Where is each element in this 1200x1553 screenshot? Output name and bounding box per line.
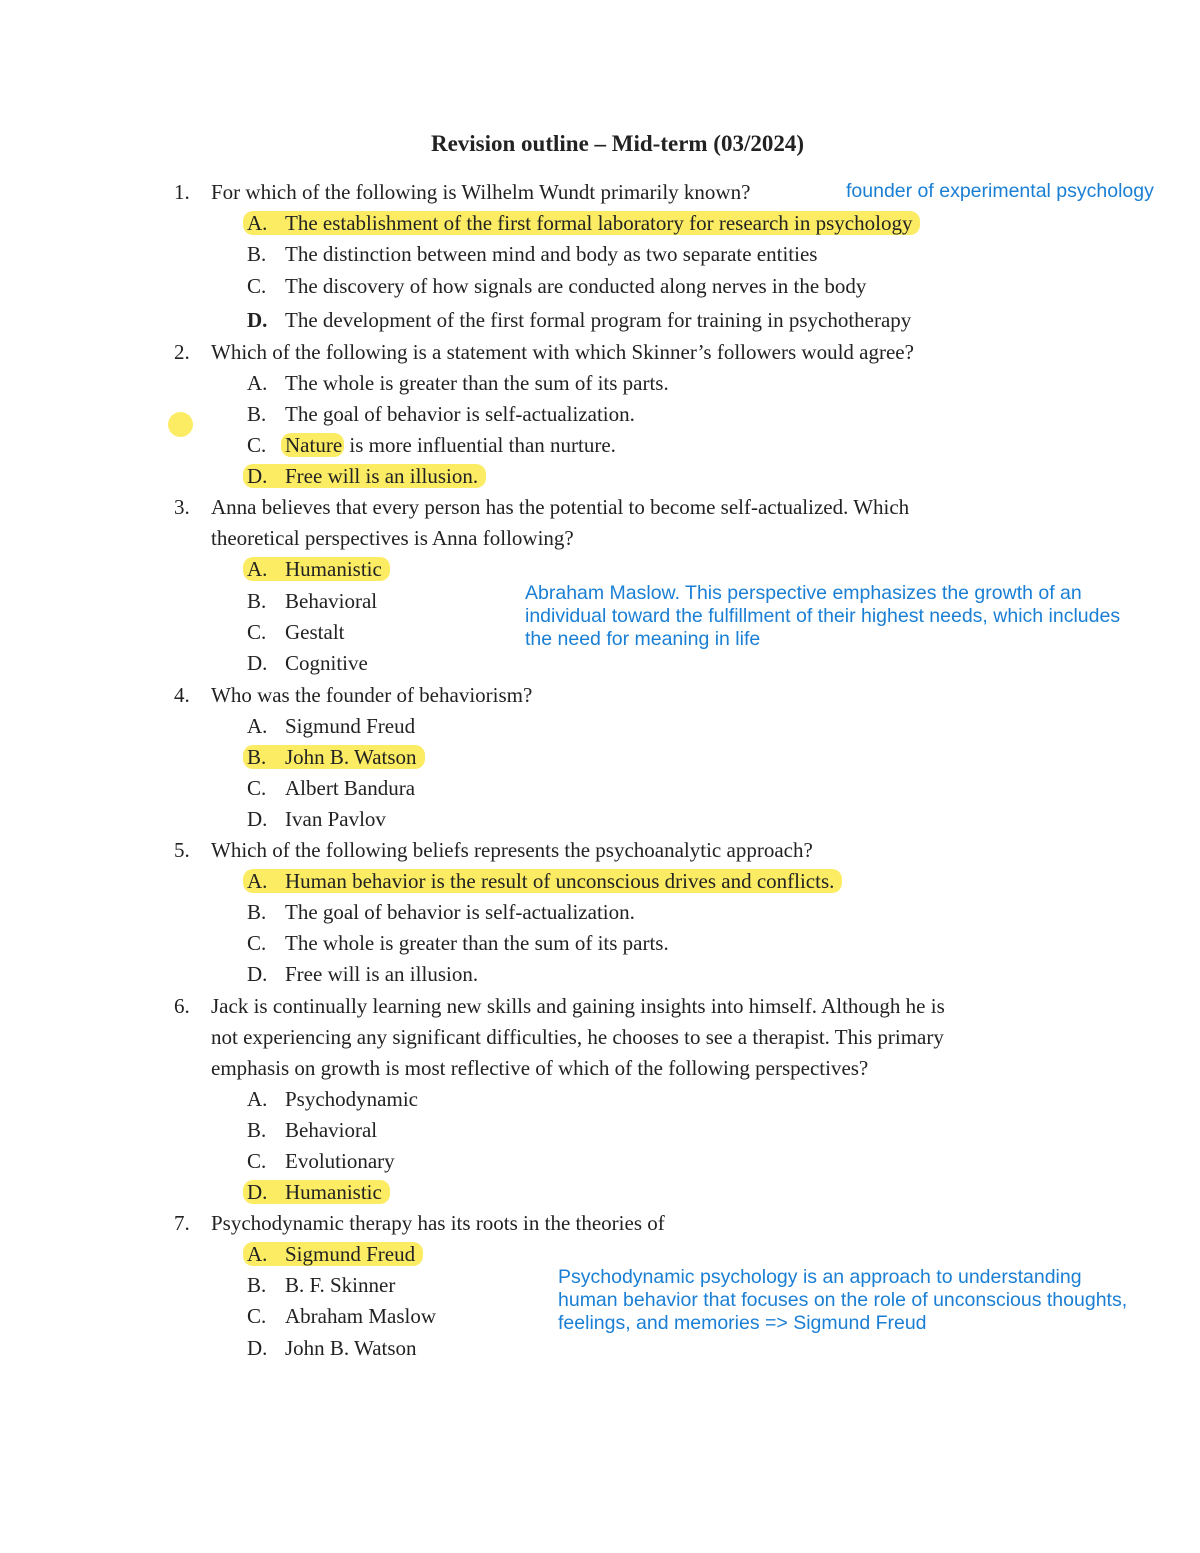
option-4c: C. Albert Bandura bbox=[247, 776, 416, 800]
question-text: theoretical perspectives is Anna following? bbox=[211, 526, 574, 550]
option-6b: B. Behavioral bbox=[247, 1118, 378, 1142]
option-1c: C. The discovery of how signals are conducted along nerves in the body bbox=[247, 274, 867, 298]
annotation-q7: Psychodynamic psychology is an approach to understanding human behavior that focuses on the role of unconscious thoughts, feelings, and memories => Sigmund Freud bbox=[558, 1266, 1128, 1334]
page-title: Revision outline – Mid-term (03/2024) bbox=[430, 131, 805, 156]
question-text: Who was the founder of behaviorism? bbox=[211, 683, 533, 707]
option-6c: C. Evolutionary bbox=[247, 1149, 395, 1173]
option-5c: C. The whole is greater than the sum of its parts. bbox=[247, 931, 669, 955]
option-3d: D. Cognitive bbox=[247, 651, 368, 675]
option-6a: A. Psychodynamic bbox=[247, 1087, 418, 1111]
question-number: 1. bbox=[174, 180, 190, 204]
option-5b: B. The goal of behavior is self-actualization. bbox=[247, 900, 635, 924]
option-7d: D. John B. Watson bbox=[247, 1336, 417, 1360]
option-7c: C. Abraham Maslow bbox=[247, 1304, 437, 1328]
question-number: 3. bbox=[174, 495, 190, 519]
option-7b: B. B. F. Skinner bbox=[247, 1273, 396, 1297]
question-text: Which of the following is a statement with which Skinner’s followers would agree? bbox=[211, 340, 914, 364]
question-number: 6. bbox=[174, 994, 190, 1018]
question-text: For which of the following is Wilhelm Wundt primarily known? bbox=[211, 180, 751, 204]
question-text: Psychodynamic therapy has its roots in the theories of bbox=[211, 1211, 665, 1235]
highlighted-word: Nature bbox=[281, 433, 344, 457]
option-7a: A. Sigmund Freud bbox=[243, 1240, 423, 1268]
annotation-q1: founder of experimental psychology bbox=[846, 180, 1154, 202]
option-4d: D. Ivan Pavlov bbox=[247, 807, 386, 831]
question-number: 5. bbox=[174, 838, 190, 862]
question-text: Which of the following beliefs represents the psychoanalytic approach? bbox=[211, 838, 813, 862]
option-5a: A. Human behavior is the result of unconscious drives and conflicts. bbox=[243, 867, 842, 895]
option-3c: C. Gestalt bbox=[247, 620, 345, 644]
option-1a: A. The establishment of the first formal laboratory for research in psychology bbox=[243, 209, 920, 237]
option-2a: A. The whole is greater than the sum of its parts. bbox=[247, 371, 669, 395]
annotation-q3: Abraham Maslow. This perspective emphasizes the growth of an individual toward the fulfillment of their highest needs, which includes the need for meaning in life bbox=[525, 582, 1121, 650]
question-text: Jack is continually learning new skills and gaining insights into himself. Although he is bbox=[211, 994, 945, 1018]
option-4a: A. Sigmund Freud bbox=[247, 714, 416, 738]
highlight-dot bbox=[168, 412, 193, 437]
option-3b: B. Behavioral bbox=[247, 589, 378, 613]
option-6d: D. Humanistic bbox=[243, 1178, 390, 1206]
question-number: 7. bbox=[174, 1211, 190, 1235]
question-text: not experiencing any significant difficulties, he chooses to see a therapist. This primary bbox=[211, 1025, 944, 1049]
option-1b: B. The distinction between mind and body as two separate entities bbox=[247, 242, 818, 266]
option-2d: D. Free will is an illusion. bbox=[243, 462, 486, 490]
option-3a: A. Humanistic bbox=[243, 555, 390, 583]
question-number: 2. bbox=[174, 340, 190, 364]
option-1d: D. The development of the first formal program for training in psychotherapy bbox=[247, 308, 912, 332]
option-4b: B. John B. Watson bbox=[243, 743, 425, 771]
option-2b: B. The goal of behavior is self-actualization. bbox=[247, 402, 635, 426]
question-text: emphasis on growth is most reflective of which of the following perspectives? bbox=[211, 1056, 869, 1080]
question-number: 4. bbox=[174, 683, 190, 707]
option-2c: C. Nature is more influential than nurture. bbox=[247, 433, 616, 457]
question-text: Anna believes that every person has the potential to become self-actualized. Which bbox=[211, 495, 910, 519]
option-5d: D. Free will is an illusion. bbox=[247, 962, 479, 986]
